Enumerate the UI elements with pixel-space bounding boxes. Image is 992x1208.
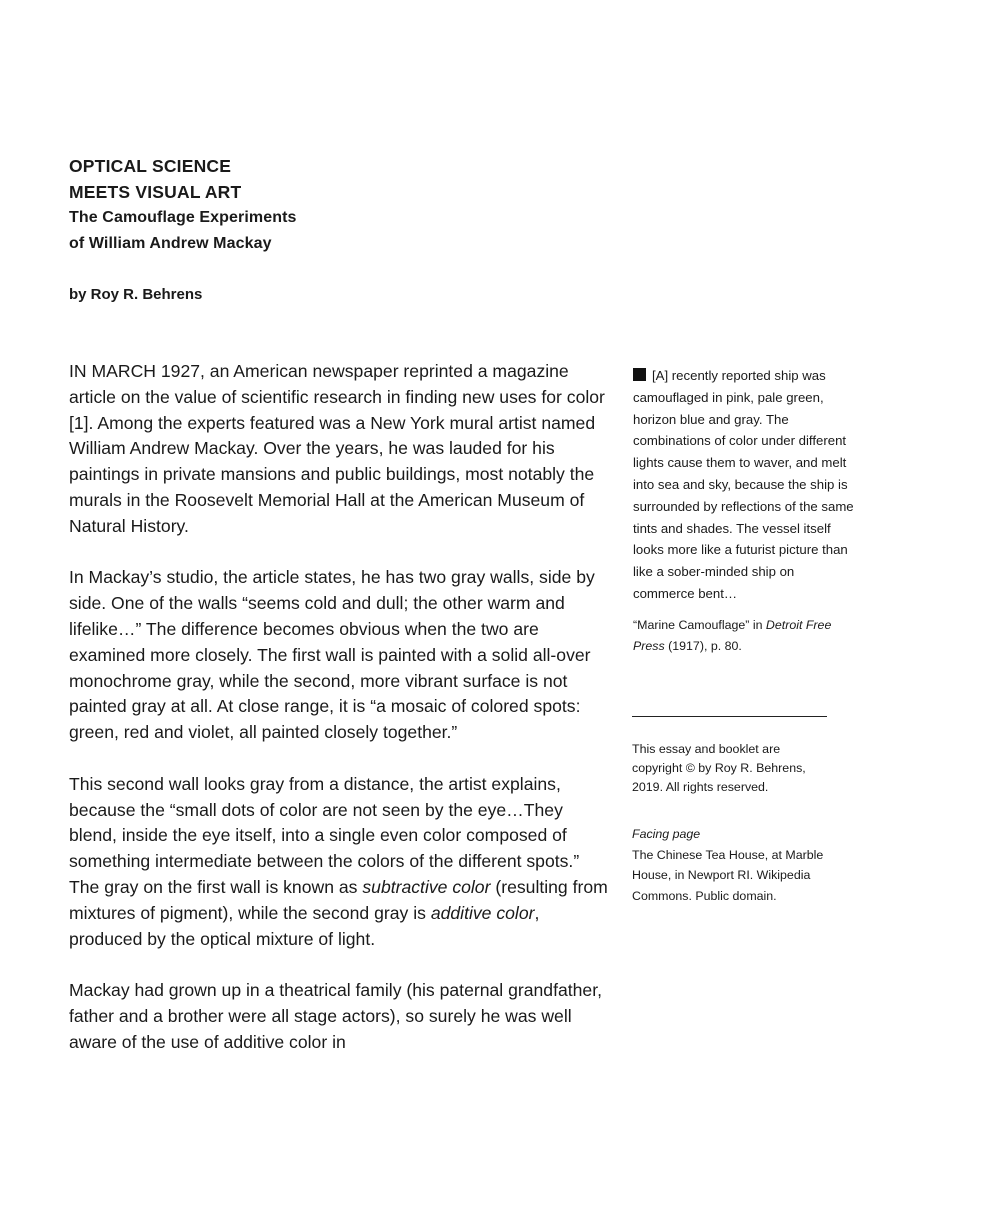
sidebar-quote xyxy=(633,365,858,658)
paragraph-2: In Mackay’s studio, the article states, he has two gray walls, side by side. One of the walls “seems cold and dull; the other warm and lifelike…” The difference becomes obvious when the two are examined more closely. The first wall is painted with a solid all-over monochrome gray, while the second, more vibrant surface is not painted gray at all. At close range, it is “a mosaic of colored spots: green, red and violet, all painted closely together.” xyxy=(69,567,595,743)
citation-text-a: “Marine Camouflage” in xyxy=(633,617,766,632)
term-additive-color: additive color xyxy=(430,902,535,923)
quote-citation xyxy=(633,615,858,658)
subtitle-line-1: The Camouflage Experiments xyxy=(69,209,297,226)
article-title-block xyxy=(69,153,297,257)
facing-page-label: Facing page xyxy=(632,827,701,841)
quote-text: [A] recently reported ship was camouflaged in pink, pale green, horizon blue and gray. The combinations of color under different lights cause them to waver, and melt into sea and sky, because the ship is surrounded by reflections of the same tints and shades. The vessel itself looks more like a futurist picture than like a sober-minded ship on commerce bent… xyxy=(633,368,854,601)
sidebar-divider xyxy=(632,716,827,717)
facing-page-text: The Chinese Tea House, at Marble House, in Newport RI. Wikipedia Commons. Public domain. xyxy=(632,847,824,903)
paragraph-3-text-a: This second wall looks gray from a distance, the artist explains, because the “small dots of color are not seen by the eye…They blend, inside the eye itself, into a single even color composed of something intermediate between the colors of the different spots.” The gray on the first wall is known as xyxy=(69,773,580,897)
square-bullet-icon xyxy=(633,368,646,381)
byline: by Roy R. Behrens xyxy=(69,286,203,303)
paragraph-1: IN MARCH 1927, an American newspaper reprinted a magazine article on the value of scientific research in finding new uses for color [1]. Among the experts featured was a New York mural artist named William Andrew Mackay. Over the years, he was lauded for his paintings in private mansions and public buildings, most notably the murals in the Roosevelt Memorial Hall at the American Museum of Natural History. xyxy=(69,361,605,536)
subtitle-line-2: of William Andrew Mackay xyxy=(69,235,272,252)
citation-text-b: (1917), p. 80. xyxy=(664,639,742,654)
main-body-text xyxy=(69,359,609,1081)
title-line-1: OPTICAL SCIENCE xyxy=(69,156,232,176)
citation-source: Detroit Free Press xyxy=(633,617,832,654)
paragraph-3-text-b: (resulting from mixtures of pigment), while the second gray is xyxy=(69,876,608,923)
title-line-2: MEETS VISUAL ART xyxy=(69,182,242,202)
copyright-notice: This essay and booklet are copyright © by Roy R. Behrens, 2019. All rights reserved. xyxy=(632,742,806,794)
term-subtractive-color: subtractive color xyxy=(362,876,491,897)
paragraph-3 xyxy=(69,772,609,953)
quote-text-block xyxy=(633,365,858,605)
paragraph-3-text-c: , produced by the optical mixture of light. xyxy=(69,902,540,949)
facing-page-caption xyxy=(632,824,832,906)
paragraph-4: Mackay had grown up in a theatrical family (his paternal grandfather, father and a brother were all stage actors), so surely he was well aware of the use of additive color in xyxy=(69,980,602,1052)
